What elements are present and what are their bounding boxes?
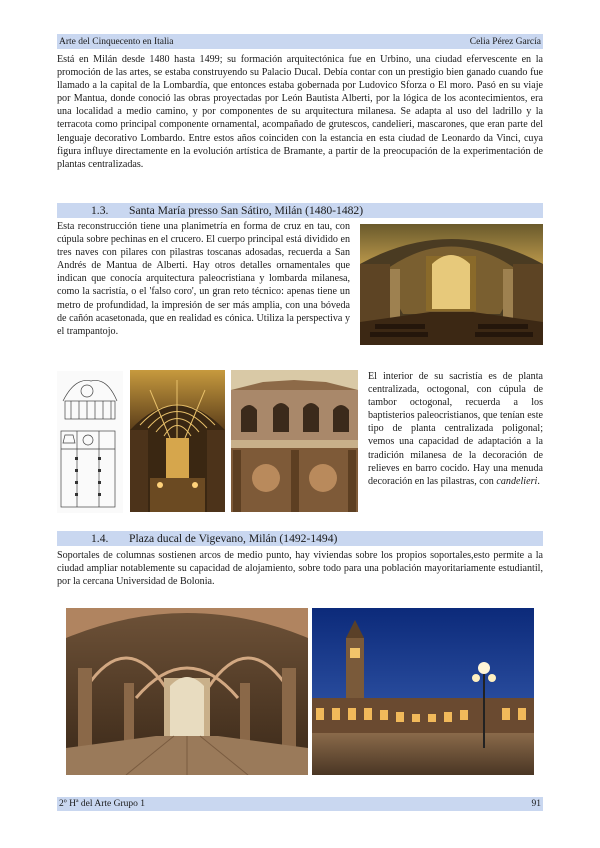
sacristy-paragraph — [368, 370, 543, 488]
page-footer — [57, 797, 543, 811]
section-heading-1-3 — [57, 203, 543, 218]
section-number: 1.4. — [91, 532, 109, 545]
section-1-4-paragraph: Soportales de columnas sostienen arcos de medio punto, hay viviendas sobre los propios soportales,esto permite a la ciudad ampliar notablemente su capacidad de alojamiento, sobre todo para una población mayoritariamente estudiantil, por la cercana Universidad de Bolonia. — [57, 550, 543, 588]
arcade-interior-photo — [66, 608, 308, 775]
false-choir-photo — [130, 370, 225, 512]
section-title: Santa María presso San Sátiro, Milán (1480-1482) — [129, 204, 364, 217]
page-number: 91 — [531, 799, 541, 809]
footer-course: 2º Hª del Arte Grupo 1 — [59, 799, 146, 809]
section-1-3-paragraph: Esta reconstrucción tiene una planimetría en forma de cruz en tau, con cúpula sobre pechinas en el crucero. El cuerpo principal está dividido en tres naves con pilares con pilastras toscanas adosadas, recuerda a San Andrés de Mantua de Alberti. Hay otros detalles ornamentales que indican que conocía arquitectura paleocristiana y lombarda milanesa, como la sacristía, o el 'falso coro', un gran reto técnico: apenas tiene un metro de profundidad, la impresión de ser más amplia, con una bóveda de cañón acasetonada, que en realidad es cónica. Utiliza la perspectiva y el trampantojo. — [57, 221, 350, 337]
sacristy-text: El interior de su sacristía es de planta centralizada, octogonal, con cúpula de tambor octogonal, recuerda a los baptisterios paleocristianos, que tenían este tipo de planta centralizada poligonal; vemos una capacidad de adaptación a la tradición milanesa de la decoración de relieves en barro cocido. Hay una menuda decoración en las pilastras, con — [368, 371, 543, 487]
section-heading-1-4 — [57, 531, 543, 546]
page-header — [57, 34, 543, 49]
section-title: Plaza ducal de Vigevano, Milán (1492-1494) — [129, 532, 338, 545]
section-number: 1.3. — [91, 204, 109, 217]
floor-plan-drawing — [57, 371, 123, 513]
header-author: Celia Pérez García — [469, 36, 541, 47]
church-nave-photo — [360, 224, 543, 345]
sacristy-italic-term: candelieri — [496, 475, 538, 487]
piazza-dusk-photo — [312, 608, 534, 775]
header-course-title: Arte del Cinquecento en Italia — [59, 36, 174, 47]
sacristy-text-end: . — [537, 475, 540, 487]
sacristy-dome-photo — [231, 370, 358, 512]
intro-paragraph: Está en Milán desde 1480 hasta 1499; su formación arquitectónica fue en Urbino, una ciudad efervescente en la promoción de las artes, se estaba construyendo su Palacio Ducal. Debía contar con un prestigio bien ganado cuando fue llamado a la capital de la Lombardía, que entonces estaba gobernada por Ludovico Sforza o El moro. Pasó en su viaje por Mantua, donde conoció las obras proyectadas por León Bautista Alberti, por la lógica de los acontecimientos, era una localidad a medio camino, y por componentes de su arquitectura milanesa. Se adapta al uso del ladrillo y la terracota como principal componente ornamental, acompañado de grutescos, candelieri, mascarones, que eran parte del lenguaje decorativo Lombardo. Entre estos años coinciden con la estancia en esta ciudad de Leonardo da Vinci, cuya figura influye directamente en la evolución artística de Bramante, a partir de la preocupación de la experimentación de plantas centralizadas. — [57, 54, 543, 170]
